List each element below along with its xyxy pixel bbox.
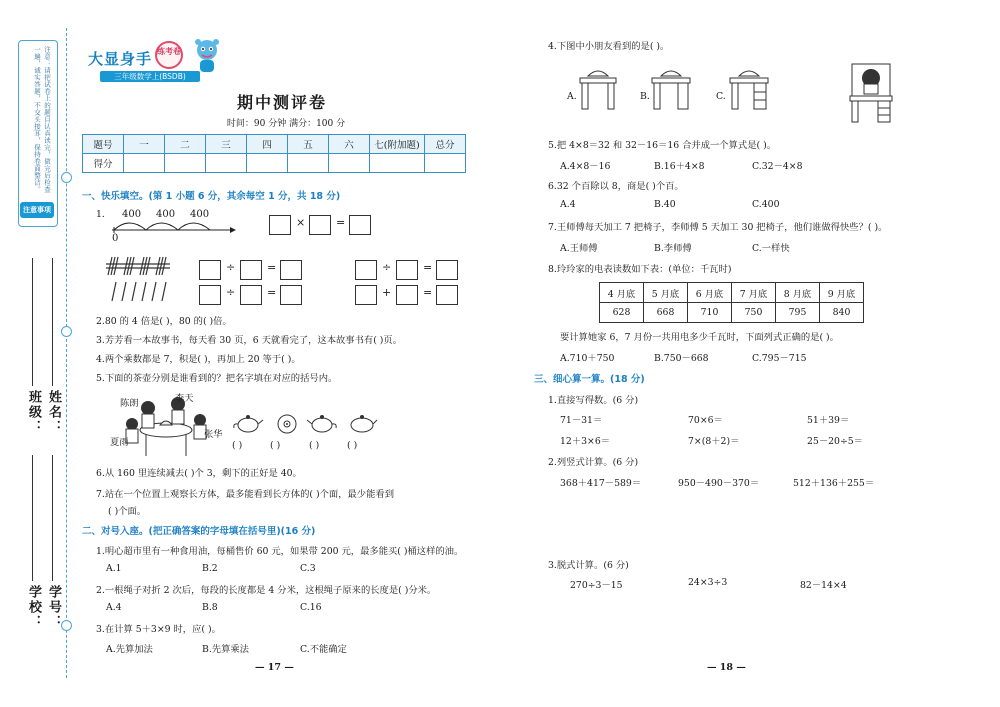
option-c[interactable]: C.400 [752,199,780,210]
notice-text: 注意：请把试卷上的题目认真读完，做完后检查一遍，诚实答题，不交头接耳，保持卷面整洁。 [33,46,51,193]
question-text: 1.直接写得数。(6 分) [548,395,639,406]
option-a[interactable]: A.4 [106,602,122,613]
question-text: 8.玲玲家的电表读数如下表：(单位：千瓦时) [548,264,732,275]
score-table [82,134,466,173]
meter-month: 5 月底 [644,283,688,303]
option-c[interactable]: C. [716,91,726,102]
teapot-icon [306,412,338,434]
answer-box[interactable] [280,260,302,280]
meter-month: 9 月底 [820,283,864,303]
answer-box[interactable] [396,285,418,305]
answer-box[interactable] [436,285,458,305]
question-text: 要计算她家 6，7 月份一共用电多少千瓦时，下面列式正确的是( )。 [560,332,839,343]
option-a[interactable]: A.1 [106,563,122,574]
option-c[interactable]: C.不能确定 [300,644,347,655]
score-header: 二 [165,135,206,154]
calc-item: 512＋136＋255＝ [793,478,875,489]
answer-box[interactable] [280,285,302,305]
question-text: 2.80 的 4 倍是( )，80 的( )倍。 [96,316,232,327]
meter-value: 750 [732,303,776,323]
section-3-title: 三、细心算一算。(18 分) [534,374,645,385]
calc-item: 950－490－370＝ [678,478,760,489]
score-cell[interactable] [288,154,329,173]
score-header: 题号 [83,135,124,154]
option-c[interactable]: C.16 [300,602,322,613]
question-text: 1.明心超市里有一种食用油，每桶售价 60 元，如果带 200 元，最多能买( )桶这样的油。 [96,546,464,557]
calc-item: 51＋39＝ [807,415,850,426]
equals-sign: = [267,261,277,274]
score-header: 七(附加题) [370,135,425,154]
meter-value: 710 [688,303,732,323]
calc-item: 71－31＝ [560,415,603,426]
exam-title: 期中测评卷 [236,93,327,112]
arc-label: 400 [156,209,176,220]
question-text: 2.一根绳子对折 2 次后，每段的长度都是 4 分米，这根绳子原来的长度是( )分米。 [96,585,437,596]
meter-month: 8 月底 [776,283,820,303]
option-b[interactable]: B.16＋4×8 [654,161,705,172]
arc-label: 400 [122,209,142,220]
question-text: 4.两个乘数都是 7，积是( )，再加上 20 等于( )。 [96,354,301,365]
school-label: 学校： [26,585,41,630]
question-text: 3.在计算 5＋3×9 时，应( )。 [96,624,221,635]
calc-item: 368＋417－589＝ [560,478,642,489]
question-text: 5.把 4×8＝32 和 32－16＝16 合并成一个算式是( )。 [548,140,776,151]
brand-badge: 练考卷 [155,41,183,69]
binding-hole [61,172,72,183]
arc-label: 400 [190,209,210,220]
option-a[interactable]: A.710＋750 [560,353,615,364]
desk-view-c-icon [728,62,770,112]
divide-sign: ÷ [226,261,236,274]
school-field[interactable] [32,455,33,581]
calc-item: 25－20÷5＝ [807,436,863,447]
equals-sign: = [336,216,346,229]
child-name: 李天 [175,393,194,404]
meter-readings-table [599,282,864,323]
question-number: 1. [96,209,105,220]
option-c[interactable]: C.32－4×8 [752,161,803,172]
option-c[interactable]: C.3 [300,563,316,574]
equals-sign: = [423,261,433,274]
meter-value: 668 [644,303,688,323]
equals-sign: = [423,286,433,299]
name-label: 姓名： [46,390,61,435]
class-field[interactable] [32,258,33,386]
page-number: — 17 — [255,662,294,673]
answer-box[interactable] [199,260,221,280]
teapot-icon [232,412,264,434]
section-2-title: 二、对号入座。(把正确答案的字母填在括号里)(16 分) [82,526,316,537]
score-cell[interactable] [206,154,247,173]
id-label: 学号： [46,585,61,630]
option-b[interactable]: B.8 [202,602,218,613]
meter-month: 7 月底 [732,283,776,303]
score-header: 总分 [425,135,466,154]
score-cell[interactable] [329,154,370,173]
score-header: 五 [288,135,329,154]
option-b[interactable]: B.40 [654,199,676,210]
desk-view-b-icon [650,62,692,112]
score-header: 六 [329,135,370,154]
divide-sign: ÷ [226,286,236,299]
option-c[interactable]: C.一样快 [752,243,790,254]
grade-label: 三年级数学上(BSDB) [100,71,200,82]
question-text: 7.站在一个位置上观察长方体，最多能看到长方体的( )个面，最少能看到 [96,489,394,500]
meter-month: 6 月底 [688,283,732,303]
question-text: 4.下图中小朋友看到的是( )。 [548,41,670,52]
teapot-icon [346,412,378,434]
score-cell[interactable] [425,154,466,173]
meter-value: 628 [600,303,644,323]
equals-sign: = [267,286,277,299]
score-header: 一 [124,135,165,154]
answer-bracket[interactable]: ( ) [309,440,320,451]
score-header: 四 [247,135,288,154]
question-text: 7.王师傅每天加工 7 把椅子，李师傅 5 天加工 30 把椅子，他们谁做得快些？( )。 [548,222,888,233]
option-b[interactable]: B. [640,91,650,102]
id-field[interactable] [52,455,53,581]
score-cell[interactable] [247,154,288,173]
child-name: 陈朗 [120,398,139,409]
class-label: 班级： [26,390,41,435]
calc-item: 24×3÷3 [688,577,728,588]
answer-bracket[interactable]: ( ) [347,440,358,451]
score-cell[interactable] [124,154,165,173]
score-cell[interactable] [370,154,425,173]
mascot-icon [190,36,224,76]
calc-item: 270÷3－15 [570,580,623,591]
binding-hole [61,326,72,337]
answer-box[interactable] [240,285,262,305]
divide-sign: ÷ [382,261,392,274]
exam-meta: 时间：90 分钟 满分：100 分 [226,119,346,129]
plus-sign: + [382,286,392,299]
option-b[interactable]: B.2 [202,563,218,574]
calc-item: 70×6＝ [688,415,723,426]
section-1-title: 一、快乐填空。(第 1 小题 6 分，其余每空 1 分，共 18 分) [82,191,341,202]
answer-box[interactable] [349,215,371,235]
teapot-icon [276,412,298,434]
answer-box[interactable] [199,285,221,305]
question-text: 2.列竖式计算。(6 分) [548,457,639,468]
option-c[interactable]: C.795－715 [752,353,807,364]
score-row-label: 得分 [83,154,124,173]
page-number: — 18 — [707,662,746,673]
brand-title: 大显身手 [88,50,153,68]
meter-value: 795 [776,303,820,323]
times-sign: × [296,216,306,229]
score-cell[interactable] [165,154,206,173]
option-a[interactable]: A.4 [560,199,576,210]
option-a[interactable]: A.先算加法 [106,644,153,655]
option-a[interactable]: A. [567,91,577,102]
answer-box[interactable] [355,285,377,305]
calc-item: 7×(8＋2)＝ [688,436,740,447]
answer-box[interactable] [436,260,458,280]
answer-box[interactable] [269,215,291,235]
answer-box[interactable] [355,260,377,280]
question-text: 6.从 160 里连续减去( )个 3，剩下的正好是 40。 [96,468,302,479]
option-a[interactable]: A.4×8－16 [560,161,611,172]
answer-box[interactable] [396,260,418,280]
meter-month: 4 月底 [600,283,644,303]
option-a[interactable]: A.王师傅 [560,243,598,254]
name-field[interactable] [52,258,53,386]
answer-box[interactable] [309,215,331,235]
question-text: 3.脱式计算。(6 分) [548,560,629,571]
child-name: 张华 [204,429,223,440]
cut-line [66,28,67,678]
option-b[interactable]: B.先算乘法 [202,644,249,655]
meter-value: 840 [820,303,864,323]
question-text: ( )个面。 [108,506,147,517]
calc-item: 82－14×4 [800,580,847,591]
score-header: 三 [206,135,247,154]
calc-item: 12＋3×6＝ [560,436,611,447]
child-name: 夏雨 [110,437,129,448]
answer-box[interactable] [240,260,262,280]
desk-view-a-icon [578,62,618,112]
question-text: 5.下面的茶壶分别是谁看到的？把名字填在对应的括号内。 [96,373,338,384]
option-b[interactable]: B.李师傅 [654,243,692,254]
origin-label: 0 [112,233,119,244]
question-text: 3.芳芳看一本故事书，每天看 30 页，6 天就看完了，这本故事书有( )页。 [96,335,403,346]
question-text: 6.32 个百除以 8，商是( )个百。 [548,181,684,192]
answer-bracket[interactable]: ( ) [232,440,243,451]
child-at-desk-illustration [848,62,894,124]
option-b[interactable]: B.750－668 [654,353,709,364]
stick-bundles-icon [106,255,180,305]
answer-bracket[interactable]: ( ) [270,440,281,451]
notice-tag: 注意事项 [20,202,54,218]
